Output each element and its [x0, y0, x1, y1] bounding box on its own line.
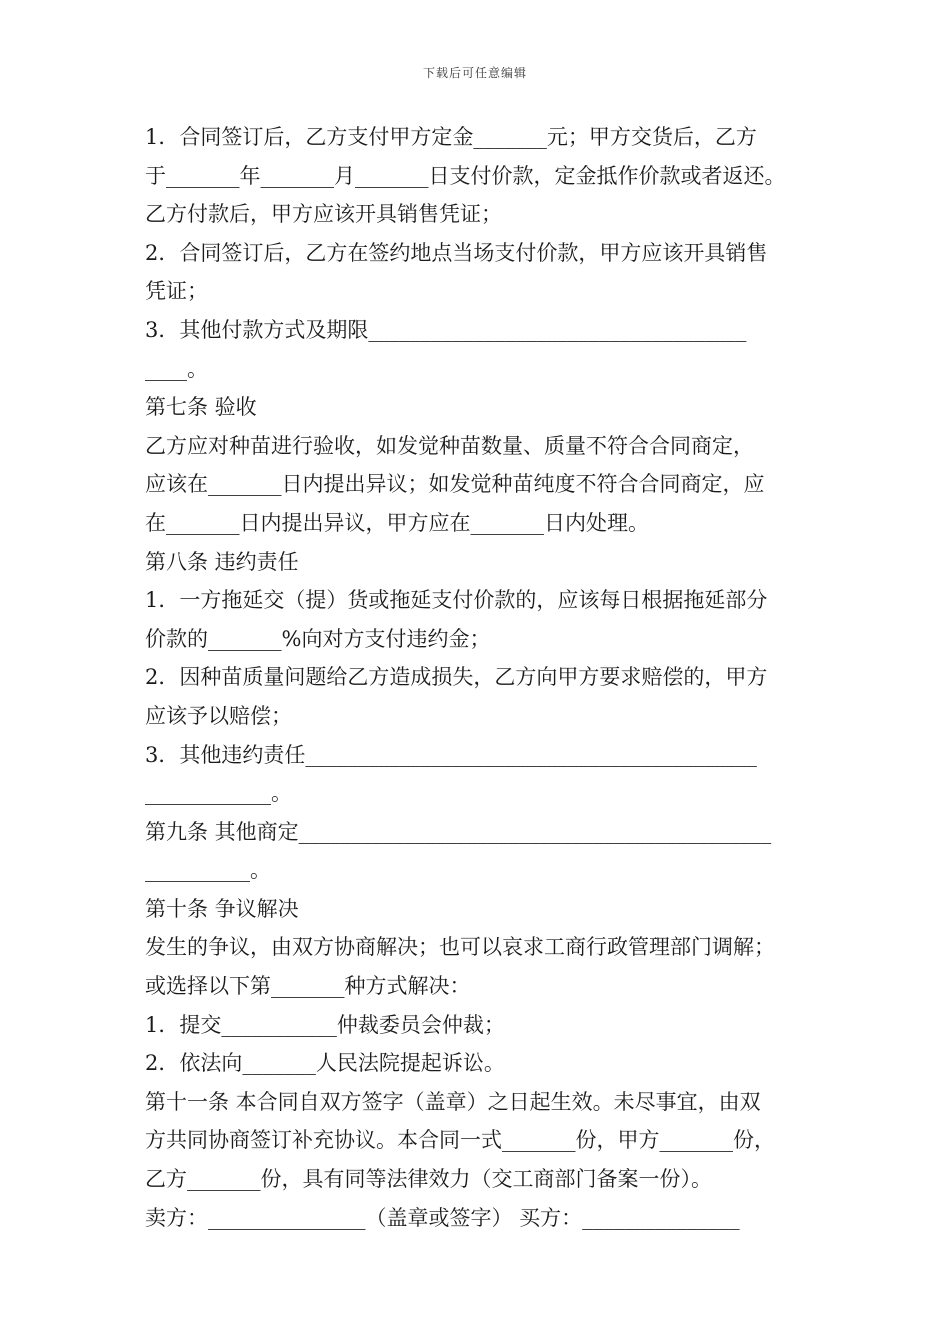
contract-body: [145, 118, 825, 1237]
text-line: ____________。: [145, 781, 292, 806]
text-line: 3．其他违约责任___________________________________________: [145, 742, 757, 767]
section-heading: 第九条 其他商定_____________________________________________: [145, 819, 772, 844]
signature-line: 卖方：_______________（盖章或签字） 买方：_______________: [145, 1205, 740, 1230]
section-heading: 第十一条 本合同自双方签字（盖章）之日起生效。未尽事宜，由双: [145, 1089, 761, 1114]
section-heading: 第十条 争议解决: [145, 896, 299, 921]
text-line: 价款的_______%向对方支付违约金；: [145, 626, 491, 651]
text-line: 1．提交___________仲裁委员会仲裁；: [145, 1012, 505, 1037]
text-line: 应该在_______日内提出异议；如发觉种苗纯度不符合合同商定，应: [145, 472, 765, 497]
text-line: 应该予以赔偿；: [145, 703, 292, 728]
text-line: 凭证；: [145, 279, 208, 304]
section-heading: 第七条 验收: [145, 395, 257, 420]
text-line: 方共同协商签订补充协议。本合同一式_______份，甲方_______份，: [145, 1128, 775, 1153]
text-line: 乙方付款后，甲方应该开具销售凭证；: [145, 202, 502, 227]
text-line: 1．合同签订后，乙方支付甲方定金_______元；甲方交货后，乙方: [145, 125, 757, 149]
text-line: 2．依法向_______人民法院提起诉讼。: [145, 1051, 505, 1076]
text-line: 2．合同签订后，乙方在签约地点当场支付价款，甲方应该开具销售: [145, 240, 768, 265]
text-line: 乙方应对种苗进行验收，如发觉种苗数量、质量不符合合同商定，: [145, 433, 754, 458]
text-line: 乙方_______份，具有同等法律效力（交工商部门备案一份）。: [145, 1167, 712, 1192]
text-line: 在_______日内提出异议，甲方应在_______日内处理。: [145, 510, 649, 535]
text-line: 于_______年_______月_______日支付价款，定金抵作价款或者返还。: [145, 163, 786, 188]
text-line: 3．其他付款方式及期限____________________________________: [145, 317, 747, 342]
section-heading: 第八条 违约责任: [145, 549, 299, 574]
text-line: 1．一方拖延交（提）货或拖延支付价款的，应该每日根据拖延部分: [145, 588, 768, 613]
text-line: 2．因种苗质量问题给乙方造成损失，乙方向甲方要求赔偿的，甲方: [145, 665, 768, 690]
text-line: 发生的争议，由双方协商解决；也可以哀求工商行政管理部门调解；: [145, 935, 775, 960]
page-header: 下载后可任意编辑: [422, 66, 527, 80]
text-line: 或选择以下第_______种方式解决：: [145, 974, 471, 999]
text-line: __________。: [145, 858, 271, 883]
text-line: ____。: [145, 356, 208, 381]
